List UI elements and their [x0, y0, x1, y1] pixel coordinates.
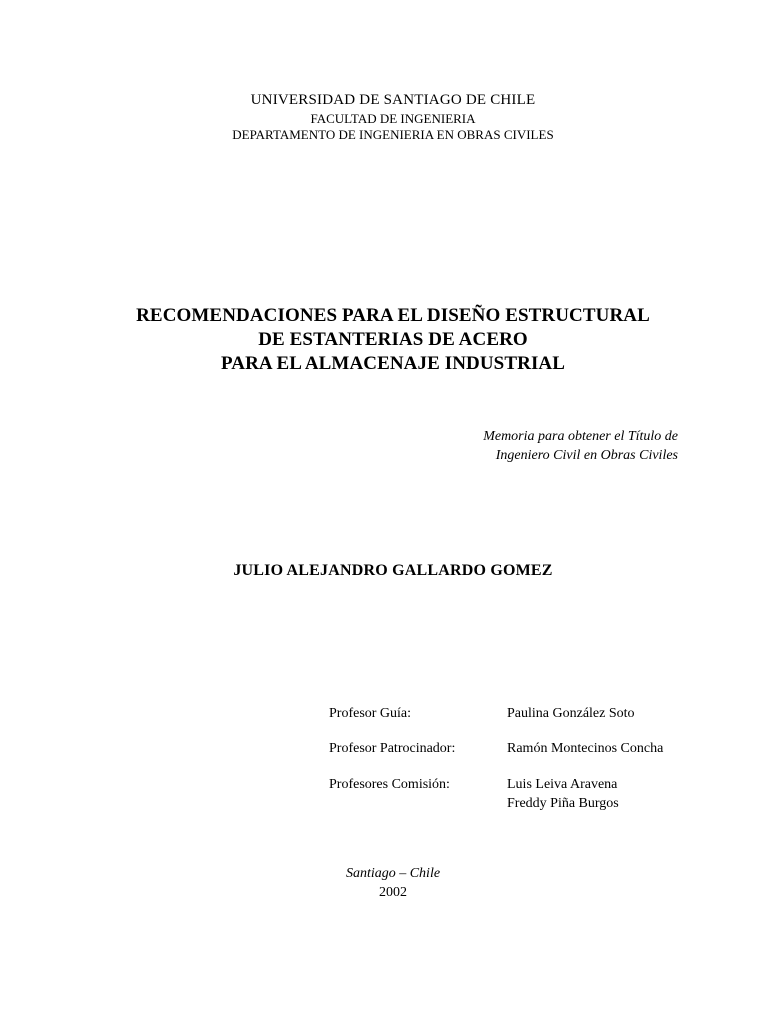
author-name: JULIO ALEJANDRO GALLARDO GOMEZ	[233, 562, 553, 579]
memoria-line-2: Ingeniero Civil en Obras Civiles	[495, 448, 678, 463]
title-line-3: PARA EL ALMACENAJE INDUSTRIAL	[220, 353, 566, 374]
university-name: UNIVERSIDAD DE SANTIAGO DE CHILE	[250, 92, 536, 108]
professor-sponsor-value: Ramón Montecinos Concha	[507, 741, 664, 756]
committee-member-1: Luis Leiva Aravena	[507, 777, 618, 792]
professor-guide-label: Profesor Guía:	[329, 706, 412, 721]
faculty-name: FACULTAD DE INGENIERIA	[310, 111, 476, 126]
footer-year: 2002	[379, 885, 407, 900]
professor-sponsor-label: Profesor Patrocinador:	[329, 741, 456, 756]
footer-place: Santiago – Chile	[345, 866, 441, 881]
memoria-line-1: Memoria para obtener el Título de	[483, 429, 678, 444]
department-name: DEPARTAMENTO DE INGENIERIA EN OBRAS CIVILES	[232, 127, 554, 142]
title-line-2: DE ESTANTERIAS DE ACERO	[258, 329, 528, 350]
committee-member-2: Freddy Piña Burgos	[507, 796, 619, 811]
committee-label: Profesores Comisión:	[329, 777, 450, 792]
professor-guide-value: Paulina González Soto	[507, 706, 635, 721]
title-line-1: RECOMENDACIONES PARA EL DISEÑO ESTRUCTURAL	[136, 305, 650, 326]
